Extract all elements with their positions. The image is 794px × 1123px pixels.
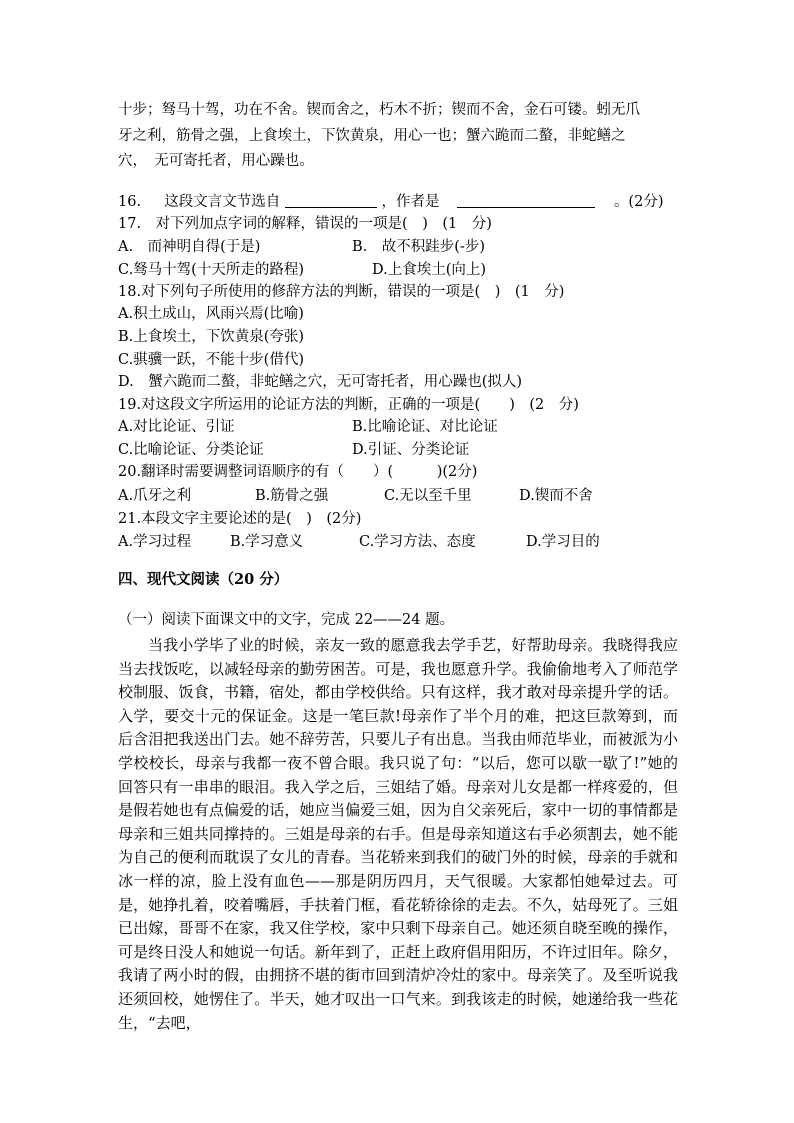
question-text: 这段文言文节选自 — [164, 194, 281, 210]
option-c: C.骐骥一跃，不能十步(借代) — [118, 352, 304, 368]
section-heading: 四、现代文阅读（20 分） — [118, 571, 289, 588]
question-20-stem: 20.翻译时需要调整词语顺序的有（ ）( )(2分) — [118, 464, 478, 480]
question-19-stem: 19.对这段文字所运用的论证方法的判断，正确的一项是( ) (2 分) — [118, 397, 579, 413]
option-a: A.学习过程 — [118, 534, 192, 550]
answer-blank[interactable] — [457, 192, 595, 208]
reading-passage: 当我小学毕了业的时候，亲友一致的愿意我去学手艺，好帮助母亲。我晓得我应当去找饭吃，以减轻母亲的勤劳困苦。可是，我也愿意升学。我偷偷地考入了师范学校制服、饭食，书籍，宿处，都由学校供给。只有这样，我才敢对母亲提升学的话。入学，要交十元的保证金。这是一笔巨款!母亲作了半个月的难，把这巨款筹到，而后含泪把我送出门去。她不辞劳苦，只要儿子有出息。当我由师范毕业，而被派为小学校校长，母亲与我都一夜不曾合眼。我只说了句：“以后，您可以歇一歇了!”她的回答只有一串串的眼泪。我入学之后，三姐结了婚。母亲对儿女是都一样疼爱的，但是假若她也有点偏爱的话，她应当偏爱三姐，因为自父亲死后，家中一切的事情都是母亲和三姐共同撑持的。三姐是母亲的右手。但是母亲知道这右手必须割去，她不能为自己的便利而耽误了女儿的青春。当花轿来到我们的破门外的时候，母亲的手就和冰一样的凉，脸上没有血色——那是阴历四月，天气很暖。大家都怕她晕过去。可是，她挣扎着，咬着嘴唇，手扶着门框，看花轿徐徐的走去。不久，姑母死了。三姐已出嫁，哥哥不在家，我又住学校，家中只剩下母亲自己。她还须自晓至晚的操作，可是终日没人和她说一句话。新年到了，正赶上政府倡用阳历，不许过旧年。除夕，我请了两小时的假，由拥挤不堪的街市回到清炉冷灶的家中。母亲笑了。及至听说我还须回校，她愣住了。半天，她才叹出一口气来。到我该走的时候，她递给我一些花生，“去吧， — [118, 636, 678, 1032]
option-c: C.驽马十驾(十天所走的路程) — [118, 262, 304, 278]
question-21-stem: 21.本段文字主要论述的是( ) (2分) — [118, 511, 362, 527]
question-number: 16. — [118, 194, 142, 210]
paragraph-line: 穴， 无可寄托者，用心躁也。 — [118, 153, 314, 169]
reading-intro: （一）阅读下面课文中的文字，完成 22——24 题。 — [118, 612, 455, 628]
question-score: 。(2分) — [613, 194, 664, 210]
option-a: A.对比论证、引证 — [118, 419, 235, 435]
option-c: C.学习方法、态度 — [359, 534, 476, 550]
option-b: B. 故不积跬步(-步) — [352, 239, 485, 255]
option-a: A. 而神明自得(于是) — [118, 239, 261, 255]
paragraph-line: 牙之利，筋骨之强，上食埃土，下饮黄泉，用心一也；蟹六跪而二螯，非蛇鳝之 — [118, 128, 626, 144]
option-d: D.学习目的 — [526, 534, 600, 550]
question-text: ，作者是 — [381, 194, 440, 210]
paragraph-line: 十步；驽马十驾，功在不舍。锲而舍之，朽木不折；锲而不舍，金石可镂。蚓无爪 — [118, 102, 640, 118]
option-d: D. 蟹六跪而二螯，非蛇鳝之穴，无可寄托者，用心躁也(拟人) — [118, 374, 523, 390]
option-b: B.学习意义 — [230, 534, 304, 550]
option-b: B.上食埃土，下饮黄泉(夸张) — [118, 329, 305, 345]
question-18-stem: 18.对下列句子所使用的修辞方法的判断，错误的一项是( ) (1 分) — [118, 284, 565, 300]
option-b: B.比喻论证、对比论证 — [352, 419, 498, 435]
option-d: D.引证、分类论证 — [352, 442, 470, 458]
question-17-stem: 17. 对下列加点字词的解释，错误的一项是( ) (1 分) — [118, 216, 492, 232]
option-a: A.积土成山，风雨兴焉(比喻) — [118, 306, 304, 322]
option-c: C.比喻论证、分类论证 — [118, 442, 264, 458]
question-16 — [118, 191, 688, 213]
answer-blank[interactable] — [285, 192, 377, 208]
option-d: D.上食埃土(向上) — [372, 262, 487, 278]
option-b: B.筋骨之强 — [255, 488, 329, 504]
option-a: A.爪牙之利 — [118, 488, 192, 504]
option-c: C.无以至千里 — [384, 488, 472, 504]
option-d: D.锲而不舍 — [519, 488, 593, 504]
